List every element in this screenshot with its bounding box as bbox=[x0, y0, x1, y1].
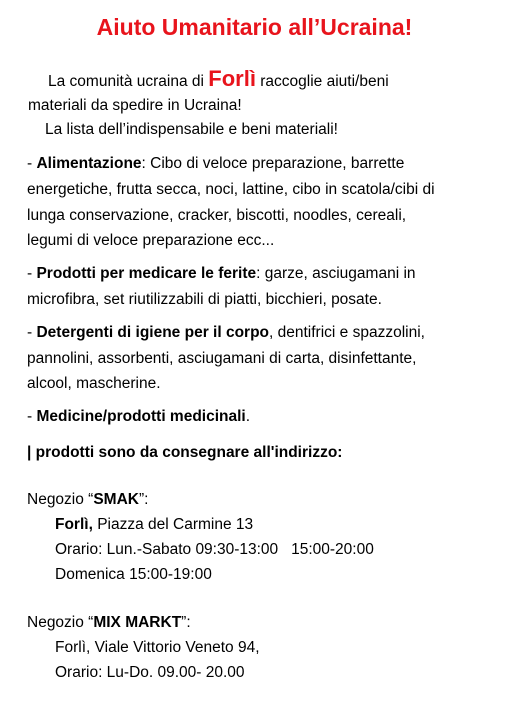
store-suffix: ”: bbox=[138, 491, 149, 508]
category-hygiene-line-2: pannolini, assorbenti, asciugamani di carta, disinfettante, bbox=[27, 350, 417, 367]
store-smak-address-city: Forlì, bbox=[55, 516, 93, 533]
category-food-line-3: lunga conservazione, cracker, biscotti, noodles, cereali, bbox=[27, 207, 407, 224]
intro-city-name: Forlì bbox=[208, 66, 256, 91]
category-hygiene-line-3: alcool, mascherine. bbox=[27, 375, 161, 392]
delivery-heading: | prodotti sono da consegnare all'indirizzo: bbox=[27, 444, 343, 461]
category-dash: - bbox=[27, 324, 37, 341]
store-mixmarkt-address: Forlì, Viale Vittorio Veneto 94, bbox=[55, 639, 260, 656]
category-food-line-1 bbox=[27, 154, 404, 174]
store-mixmarkt-hours: Orario: Lu-Do. 09.00- 20.00 bbox=[55, 664, 245, 681]
category-medical-text: : garze, asciugamani in bbox=[256, 265, 416, 282]
store-prefix: Negozio “ bbox=[27, 614, 94, 631]
store-prefix: Negozio “ bbox=[27, 491, 94, 508]
category-food-text: : Cibo di veloce preparazione, barrette bbox=[141, 155, 405, 172]
store-smak-address-street: Piazza del Carmine 13 bbox=[92, 516, 254, 533]
category-medical-label: Prodotti per medicare le ferite bbox=[36, 265, 257, 282]
store-smak-name: SMAK bbox=[93, 491, 139, 508]
intro-text-start: La comunità ucraina di bbox=[48, 73, 204, 90]
category-medicine-label: Medicine/prodotti medicinali bbox=[36, 408, 246, 425]
category-hygiene-text: , dentifrici e spazzolini, bbox=[269, 324, 425, 341]
category-medical-line-1 bbox=[27, 264, 416, 284]
store-smak-address bbox=[55, 515, 253, 535]
category-food-line-2: energetiche, frutta secca, noci, lattine, cibo in scatola/cibi di bbox=[27, 181, 435, 198]
category-food-label: Alimentazione bbox=[36, 155, 142, 172]
intro-text-end: raccoglie aiuti/beni bbox=[260, 73, 389, 90]
category-hygiene-line-1 bbox=[27, 323, 425, 343]
store-suffix: ”: bbox=[181, 614, 191, 631]
category-medicine-line-1 bbox=[27, 407, 250, 427]
store-mixmarkt-title bbox=[27, 613, 191, 633]
category-medicine-text: . bbox=[245, 408, 251, 425]
category-dash: - bbox=[27, 155, 37, 172]
store-mixmarkt-name: MIX MARKT bbox=[93, 614, 182, 631]
category-hygiene-label: Detergenti di igiene per il corpo bbox=[36, 324, 270, 341]
intro-line-1 bbox=[48, 66, 389, 95]
category-dash: - bbox=[27, 265, 37, 282]
category-dash: - bbox=[27, 408, 37, 425]
category-food-line-4: legumi di veloce preparazione ecc... bbox=[27, 232, 275, 249]
page-title: Aiuto Umanitario all’Ucraina! bbox=[96, 14, 413, 40]
store-smak-hours-sunday: Domenica 15:00-19:00 bbox=[55, 566, 212, 583]
category-medical-line-2: microfibra, set riutilizzabili di piatti, bicchieri, posate. bbox=[27, 291, 382, 308]
intro-line-3: La lista dell’indispensabile e beni materiali! bbox=[45, 121, 338, 138]
store-smak-title bbox=[27, 490, 148, 510]
intro-line-2: materiali da spedire in Ucraina! bbox=[28, 97, 242, 114]
store-smak-hours-weekday: Orario: Lun.-Sabato 09:30-13:00 15:00-20:00 bbox=[55, 541, 374, 558]
